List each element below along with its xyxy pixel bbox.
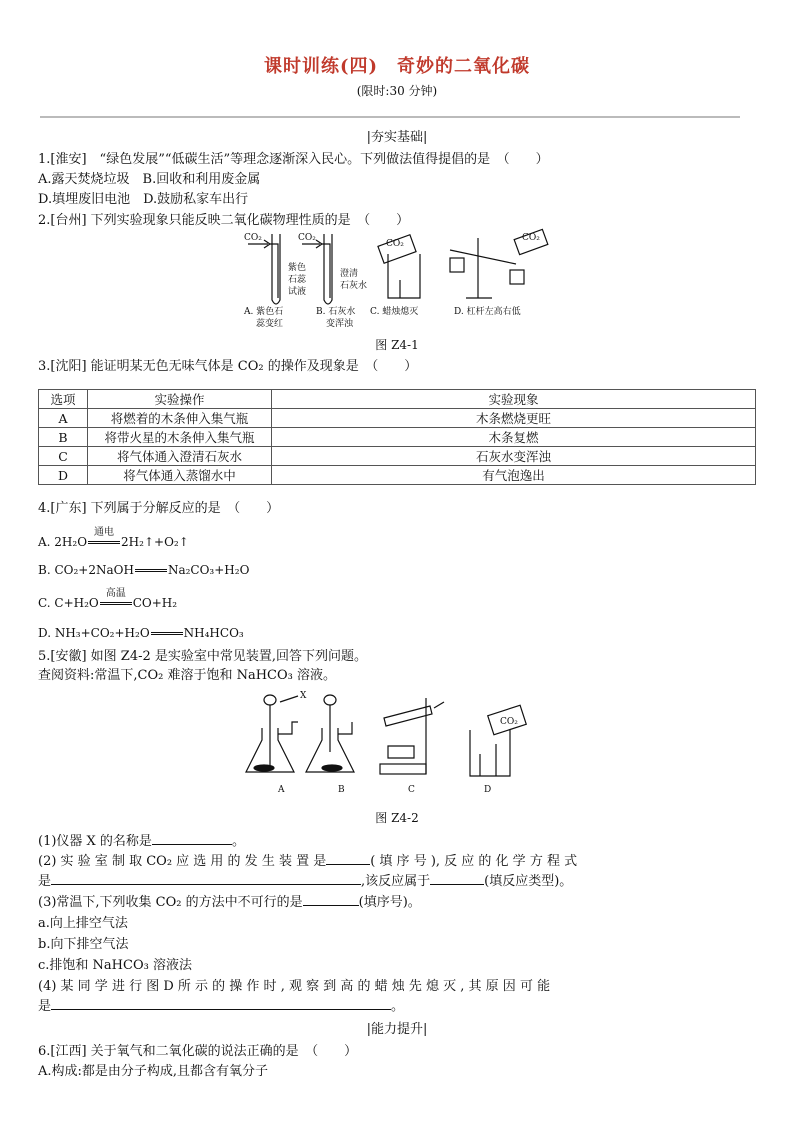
answer-blank-2[interactable] <box>326 852 370 865</box>
reagent-a-1: 紫色 <box>288 263 307 273</box>
q6-stem: 6.[江西] 关于氧气和二氧化碳的说法正确的是 （ ） <box>38 1044 358 1059</box>
cell-phenomenon: 木条燃烧更旺 <box>272 409 756 428</box>
header-divider <box>40 116 740 118</box>
cell-option: D <box>39 466 88 485</box>
answer-blank-6[interactable] <box>51 997 391 1010</box>
eq-c-condition: 高温 <box>105 588 126 599</box>
q6-option-a: A.构成:都是由分子构成,且都含有氧分子 <box>38 1064 269 1079</box>
co2-label-c: CO₂ <box>386 239 404 249</box>
q5-part2-line1: (2) 实 验 室 制 取 CO₂ 应 选 用 的 发 生 装 置 是 ( 填 序 号 ), 反 应 的 化 学 方 程 式 <box>38 854 578 869</box>
cell-option: A <box>39 409 88 428</box>
tube-c <box>384 706 432 726</box>
answer-blank-1[interactable] <box>152 832 232 845</box>
label-c: C. 蜡烛熄灭 <box>370 307 419 317</box>
q5-part3: (3)常温下,下列收集 CO₂ 的方法中不可行的是 (填序号)。 <box>38 895 421 910</box>
figure-z4-2 <box>240 688 540 796</box>
q4-option-c <box>38 588 178 610</box>
co2-label-a: CO₂ <box>244 233 262 243</box>
answer-blank-4[interactable] <box>430 872 484 885</box>
table-header-row <box>39 390 756 409</box>
eq-b-right: Na₂CO₃+H₂O <box>167 563 250 577</box>
caption-z4-2: 图 Z4-2 <box>375 811 419 825</box>
q4-option-b <box>38 563 249 577</box>
reagent-a-3: 试液 <box>288 287 307 297</box>
eq-d-right: NH₄HCO₃ <box>183 626 244 640</box>
eq-c-left: C. C+H₂O <box>38 596 99 610</box>
beaker-d <box>470 730 510 776</box>
cell-operation: 将气体通入蒸馏水中 <box>88 466 272 485</box>
lever-bar <box>450 250 516 264</box>
q5-option-c: c.排饱和 NaHCO₃ 溶液法 <box>38 958 192 973</box>
col-option: 选项 <box>39 390 88 409</box>
section-advanced: |能力提升| <box>366 1022 428 1037</box>
q5-option-b: b.向下排空气法 <box>38 937 129 952</box>
cell-operation: 将气体通入澄清石灰水 <box>88 447 272 466</box>
eq-c-right: CO+H₂ <box>132 596 178 610</box>
reagent-a-2: 石蕊 <box>288 275 307 285</box>
cell-operation: 将燃着的木条伸入集气瓶 <box>88 409 272 428</box>
reagent-b-1: 澄清 <box>340 269 359 279</box>
q1-stem: 1.[淮安] “绿色发展”“低碳生活”等理念逐渐深入民心。下列做法值得提倡的是 （ ） <box>38 152 549 167</box>
bag-left <box>450 258 464 272</box>
delivery-tube-a <box>270 244 278 298</box>
q5-part2-line2: 是 ,该反应属于 (填反应类型)。 <box>38 874 573 889</box>
q2-stem: 2.[台州] 下列实验现象只能反映二氧化碳物理性质的是 （ ） <box>38 213 410 228</box>
x-pointer <box>280 696 298 702</box>
cell-phenomenon: 有气泡逸出 <box>272 466 756 485</box>
co2-label-b: CO₂ <box>298 233 316 243</box>
eq-a-condition: 通电 <box>94 527 115 538</box>
funnel-bulb-b <box>324 695 336 705</box>
section-basic: |夯实基础| <box>366 130 428 145</box>
q1-options-cd: D.填埋废旧电池 D.鼓励私家车出行 <box>38 192 249 207</box>
table-row <box>39 428 756 447</box>
base-c <box>380 764 426 774</box>
bag-right <box>510 270 524 284</box>
cell-option: C <box>39 447 88 466</box>
label-x: X <box>300 691 307 701</box>
q5-info: 查阅资料:常温下,CO₂ 难溶于饱和 NaHCO₃ 溶液。 <box>38 668 337 683</box>
label-fig2-a: A <box>278 785 285 795</box>
label-fig2-d: D <box>484 785 492 795</box>
table-row <box>39 447 756 466</box>
q4-stem: 4.[广东] 下列属于分解反应的是 （ ） <box>38 501 280 516</box>
lamp-c <box>388 746 414 758</box>
q5-part4-line2: 是 。 <box>38 999 405 1014</box>
q4-option-d <box>38 626 244 640</box>
eq-a-left: A. 2H₂O <box>38 535 88 549</box>
label-a-2: 蕊变红 <box>256 319 284 329</box>
table-row <box>39 409 756 428</box>
time-limit: (限时:30 分钟) <box>356 84 438 98</box>
q4-option-a <box>38 527 189 549</box>
label-fig2-c: C <box>408 785 415 795</box>
q5-stem: 5.[安徽] 如图 Z4-2 是实验室中常见装置,回答下列问题。 <box>38 649 368 664</box>
answer-blank-5[interactable] <box>303 893 359 906</box>
page-title: 课时训练(四) 奇妙的二氧化碳 <box>263 56 531 77</box>
answer-blank-3[interactable] <box>51 872 361 885</box>
co2-label-d: CO₂ <box>522 233 540 243</box>
col-phenomenon: 实验现象 <box>272 390 756 409</box>
label-a-1: A. 紫色石 <box>244 307 284 317</box>
q3-options-table <box>38 389 756 485</box>
q5-option-a: a.向上排空气法 <box>38 916 128 931</box>
cell-option: B <box>39 428 88 447</box>
label-d: D. 杠杆左高右低 <box>454 307 521 317</box>
q5-part4-line1: (4) 某 同 学 进 行 图 D 所 示 的 操 作 时 , 观 察 到 高 的 蜡 烛 先 熄 灭 , 其 原 因 可 能 <box>38 979 551 994</box>
funnel-bulb-a <box>264 695 276 705</box>
label-b-2: 变浑浊 <box>326 319 354 329</box>
eq-a-right: 2H₂↑+O₂↑ <box>121 535 189 549</box>
figure-z4-1 <box>240 228 560 332</box>
label-fig2-b: B <box>338 785 345 795</box>
q1-options-ab: A.露天焚烧垃圾 B.回收和利用废金属 <box>38 172 261 187</box>
cell-phenomenon: 木条复燃 <box>272 428 756 447</box>
delivery-tube-b <box>322 244 330 298</box>
cell-operation: 将带火星的木条伸入集气瓶 <box>88 428 272 447</box>
caption-z4-1: 图 Z4-1 <box>375 338 419 352</box>
eq-b-left: B. CO₂+2NaOH <box>38 563 134 577</box>
co2-label-fig2: CO₂ <box>500 717 518 727</box>
eq-d-left: D. NH₃+CO₂+H₂O <box>38 626 150 640</box>
outlet-a <box>278 722 298 734</box>
table-row <box>39 466 756 485</box>
q3-stem: 3.[沈阳] 能证明某无色无味气体是 CO₂ 的操作及现象是 （ ） <box>38 359 418 374</box>
cell-phenomenon: 石灰水变浑浊 <box>272 447 756 466</box>
outlet-b <box>338 722 352 734</box>
reagent-b-2: 石灰水 <box>340 281 368 291</box>
q5-part1: (1)仪器 X 的名称是 。 <box>38 834 245 849</box>
label-b-1: B. 石灰水 <box>316 307 356 317</box>
col-operation: 实验操作 <box>88 390 272 409</box>
